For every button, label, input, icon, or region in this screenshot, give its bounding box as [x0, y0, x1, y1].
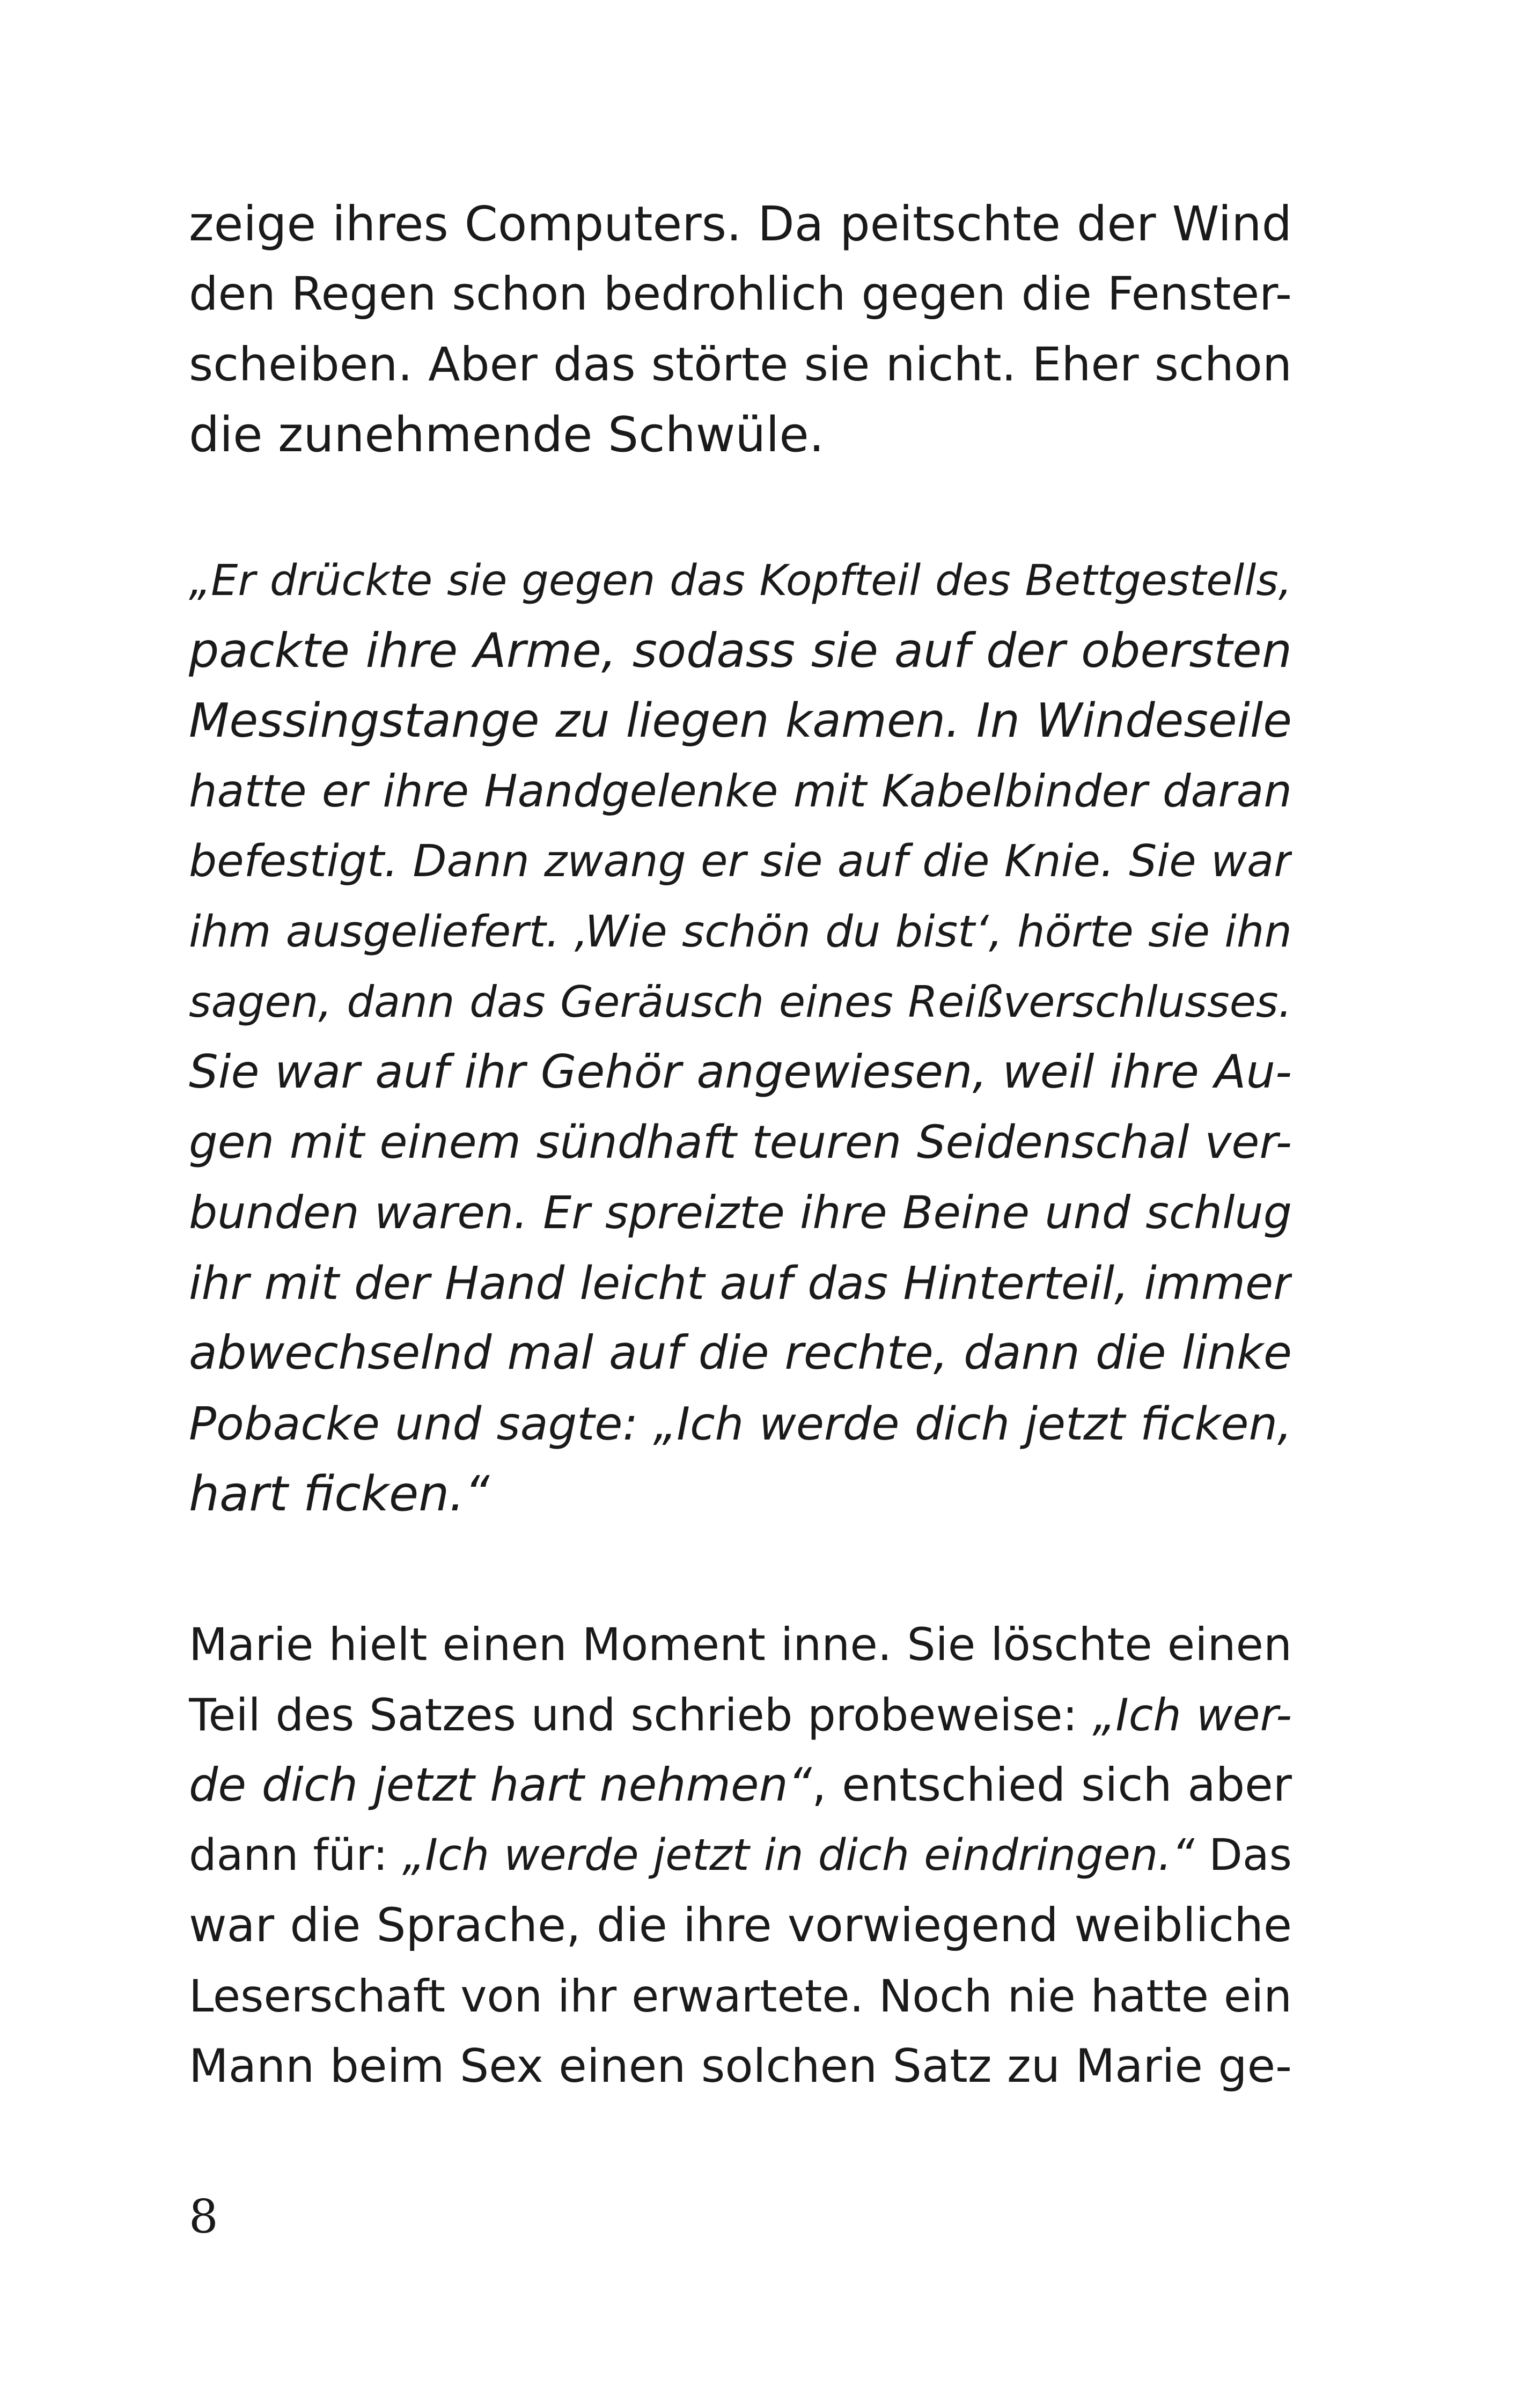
- text-line-mixed: [189, 1820, 1292, 1891]
- text-line: gen mit einem sündhaft teuren Seidenschal ver-: [189, 1116, 1292, 1169]
- text-line: „Er drückte sie gegen das Kopfteil des Bettgestells,: [189, 555, 1292, 605]
- text-line: war die Sprache, die ihre vorwiegend weibliche: [189, 1899, 1292, 1952]
- text-span: Teil des Satzes und schrieb probeweise:: [189, 1689, 1093, 1741]
- text-line: bunden waren. Er spreizte ihre Beine und schlug: [189, 1186, 1292, 1239]
- paragraph-1: [189, 189, 1292, 470]
- paragraph-2-quote: [189, 545, 1292, 1529]
- text-line: Sie war auf ihr Gehör angewiesen, weil ihre Au-: [189, 1045, 1292, 1099]
- text-line: scheiben. Aber das störte sie nicht. Eher schon: [189, 337, 1292, 392]
- text-line: Pobacke und sagte: „Ich werde dich jetzt ficken,: [189, 1397, 1292, 1450]
- text-span-italic: „Ich wer-: [1092, 1689, 1292, 1741]
- page-number: 8: [189, 2190, 218, 2244]
- paragraph-3: [189, 1610, 1292, 2102]
- text-span-italic: de dich jetzt hart nehmen“: [189, 1759, 812, 1812]
- text-span: Das: [1194, 1830, 1292, 1881]
- text-line: zeige ihres Computers. Da peitschte der Wind: [189, 196, 1292, 252]
- text-line-mixed: [189, 1750, 1292, 1820]
- text-span-italic: „Ich werde jetzt in dich eindringen.“: [402, 1830, 1195, 1881]
- text-line: abwechselnd mal auf die rechte, dann die linke: [189, 1326, 1292, 1380]
- text-line: sagen, dann das Geräusch eines Reißverschlusses.: [189, 977, 1292, 1027]
- text-line: den Regen schon bedrohlich gegen die Fenster-: [189, 267, 1292, 321]
- text-line: ihm ausgeliefert. ‚Wie schön du bist‘, hörte sie ihn: [189, 906, 1292, 957]
- text-line: hatte er ihre Handgelenke mit Kabelbinder daran: [189, 765, 1292, 817]
- text-span: dann für:: [189, 1830, 402, 1881]
- text-line-mixed: [189, 1680, 1292, 1750]
- text-line: Leserschaft von ihr erwartete. Noch nie hatte ein: [189, 1970, 1292, 2022]
- text-line: hart ficken.“: [189, 1466, 490, 1522]
- text-line: Marie hielt einen Moment inne. Sie löschte einen: [189, 1618, 1292, 1671]
- text-line: befestigt. Dann zwang er sie auf die Knie. Sie war: [189, 836, 1292, 887]
- text-line: die zunehmende Schwüle.: [189, 407, 825, 463]
- text-line: ihr mit der Hand leicht auf das Hinterteil, immer: [189, 1257, 1292, 1310]
- text-span: , entschied sich aber: [812, 1759, 1292, 1812]
- text-line: packte ihre Arme, sodass sie auf der obersten: [189, 623, 1292, 678]
- text-line: Messingstange zu liegen kamen. In Windeseile: [189, 693, 1292, 748]
- text-line: Mann beim Sex einen solchen Satz zu Marie ge-: [189, 2040, 1292, 2093]
